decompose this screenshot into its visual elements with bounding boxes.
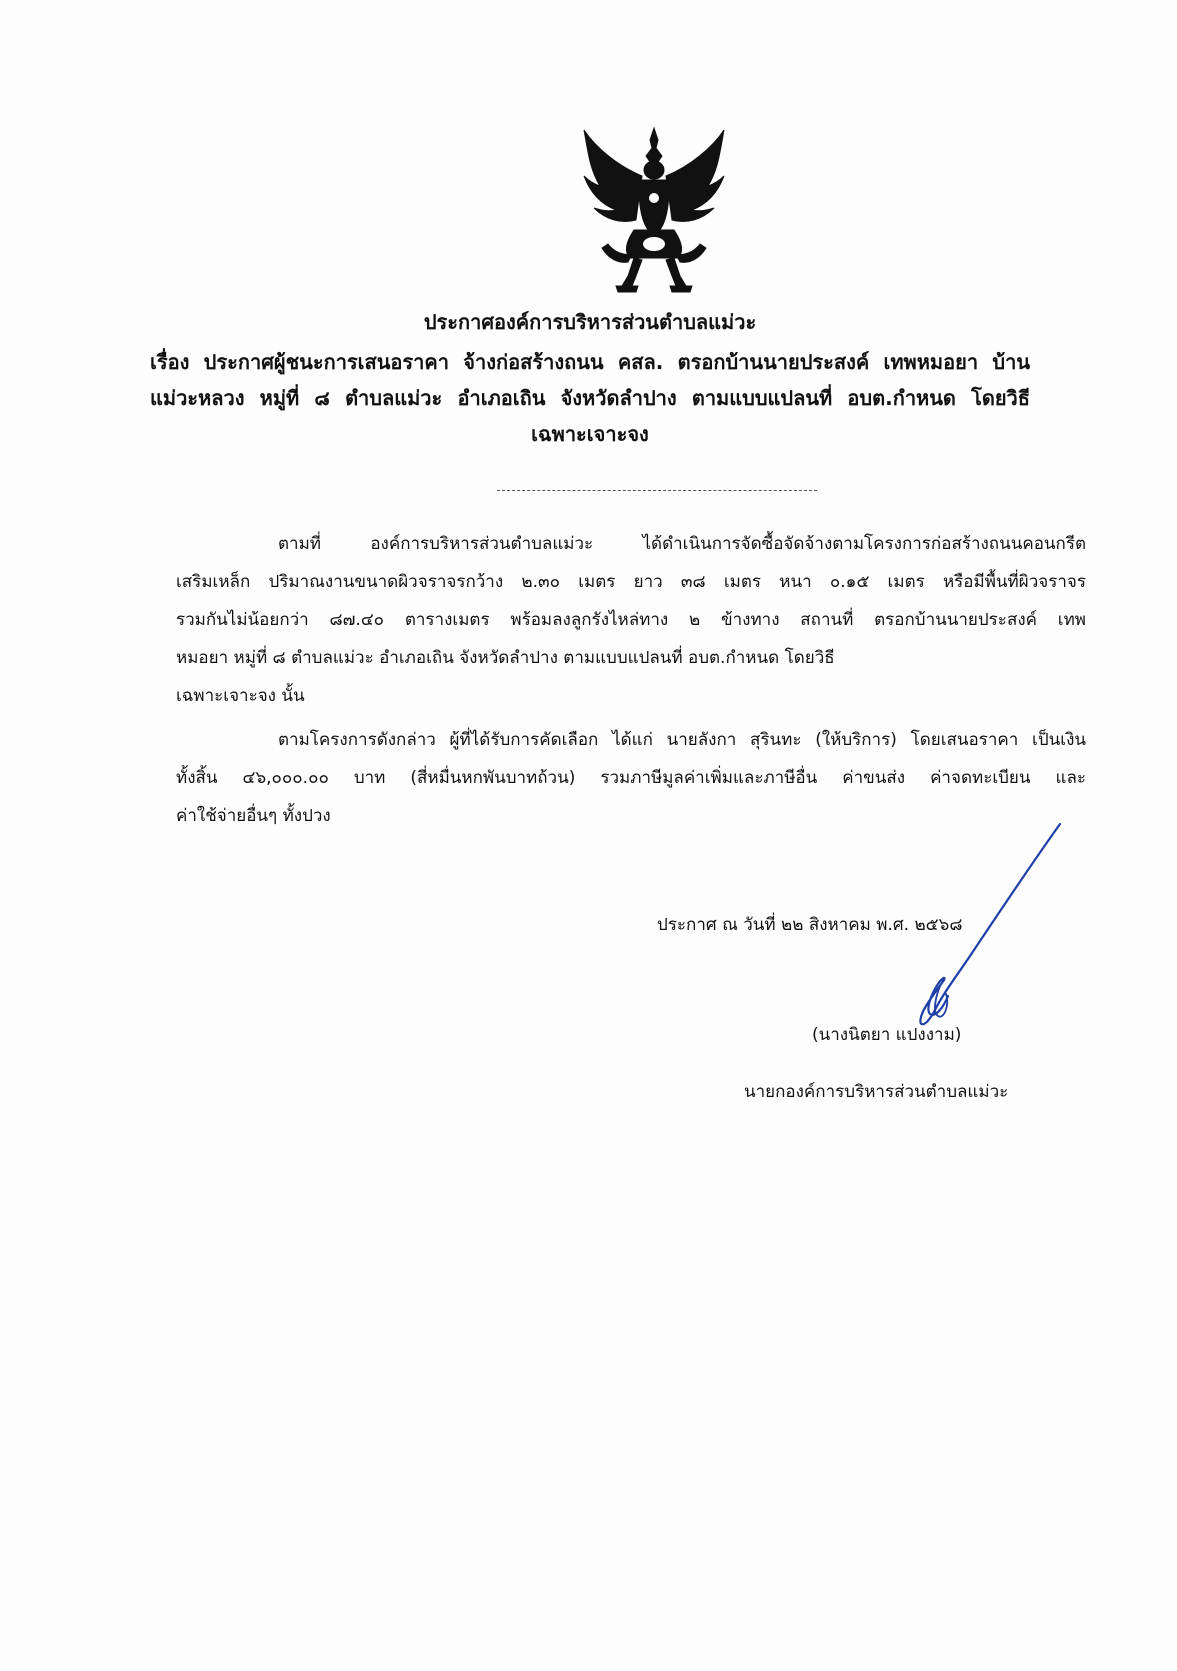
garuda-emblem-icon <box>578 126 730 296</box>
paragraph-line: ค่าใช้จ่ายอื่นๆ ทั้งปวง <box>176 806 331 826</box>
announcement-date: ประกาศ ณ วันที่ ๒๒ สิงหาคม พ.ศ. ๒๕๖๘ <box>657 915 963 935</box>
paragraph-line: เสริมเหล็ก ปริมาณงานขนาดผิวจราจรกว้าง ๒.๓๐ เมตร ยาว ๓๘ เมตร หนา ๐.๑๕ เมตร หรือมีพื้นที่ผิวจราจร <box>176 572 1086 592</box>
paragraph-line: ตามโครงการดังกล่าว ผู้ที่ได้รับการคัดเลือก ได้แก่ นายลังกา สุรินทะ (ให้บริการ) โดยเสนอราคา เป็นเงิน <box>278 730 1086 750</box>
heading-divider <box>497 490 817 491</box>
paragraph-line: ทั้งสิ้น ๔๖,๐๐๐.๐๐ บาท (สี่หมื่นหกพันบาทถ้วน) รวมภาษีมูลค่าเพิ่มและภาษีอื่น ค่าขนส่ง ค่าจดทะเบียน และ <box>176 768 1086 788</box>
signer-name: (นางนิตยา แปงงาม) <box>812 1025 962 1045</box>
body-paragraph-1 <box>176 525 1086 715</box>
paragraph-line: หมอยา หมู่ที่ ๘ ตำบลแม่วะ อำเภอเถิน จังหวัดลำปาง ตามแบบแปลนที่ อบต.กำหนด โดยวิธี <box>176 648 835 668</box>
paragraph-line: ตามที่ องค์การบริหารส่วนตำบลแม่วะ ได้ดำเนินการจัดซื้อจัดจ้างตามโครงการก่อสร้างถนนคอนกรีต <box>278 534 1086 554</box>
paragraph-line: เฉพาะเจาะจง นั้น <box>176 686 305 706</box>
announcement-organization: ประกาศองค์การบริหารส่วนตำบลแม่วะ <box>423 310 757 334</box>
paragraph-line: รวมกันไม่น้อยกว่า ๘๗.๔๐ ตารางเมตร พร้อมลงลูกรังไหล่ทาง ๒ ข้างทาง สถานที่ ตรอกบ้านนายประสงค์ เทพ <box>176 610 1086 630</box>
subject-line: เฉพาะเจาะจง <box>531 422 649 446</box>
subject-line: เรื่อง ประกาศผู้ชนะการเสนอราคา จ้างก่อสร้างถนน คสล. ตรอกบ้านนายประสงค์ เทพหมอยา บ้าน <box>150 350 1030 374</box>
announcement-subject <box>150 344 1030 452</box>
signer-title: นายกองค์การบริหารส่วนตำบลแม่วะ <box>744 1082 1009 1102</box>
subject-line: แม่วะหลวง หมู่ที่ ๘ ตำบลแม่วะ อำเภอเถิน จังหวัดลำปาง ตามแบบแปลนที่ อบต.กำหนด โดยวิธี <box>150 386 1030 410</box>
body-paragraph-2 <box>176 721 1086 835</box>
